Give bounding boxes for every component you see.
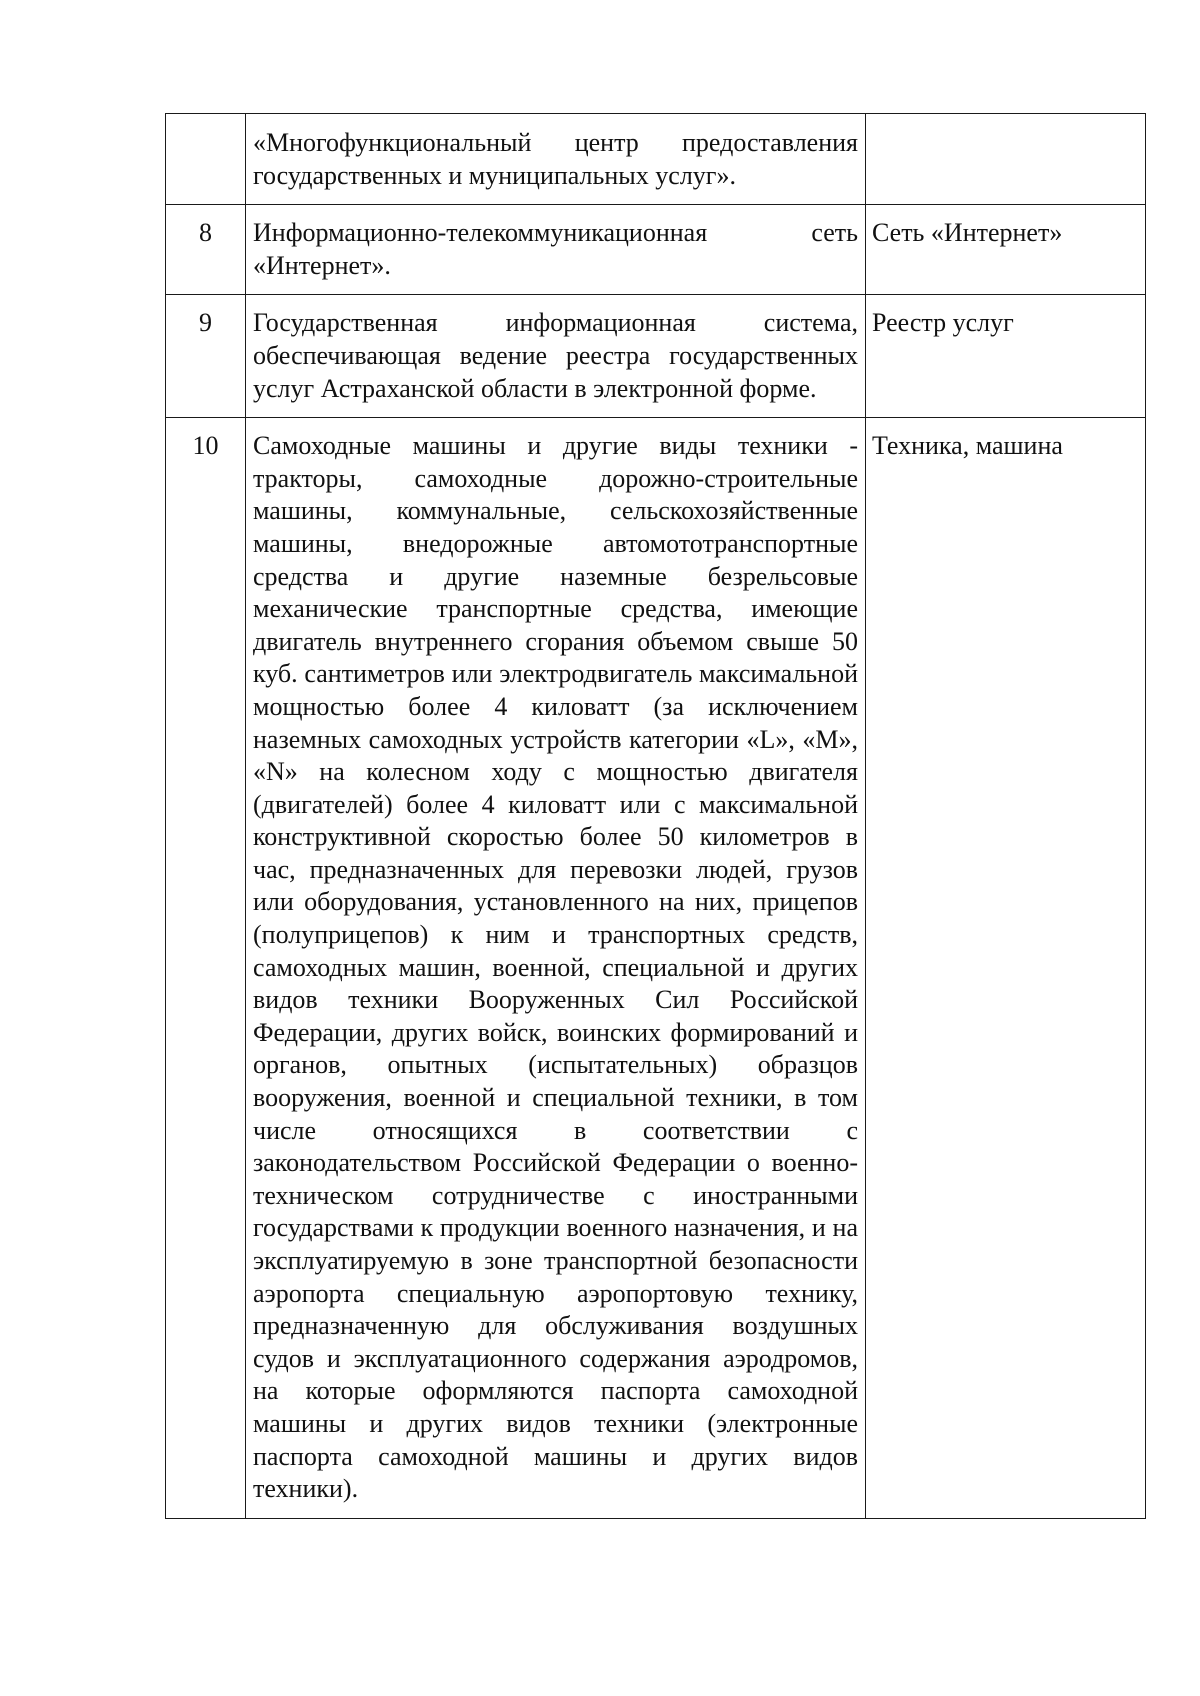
definition-cell — [246, 114, 866, 205]
definition-cell — [246, 418, 866, 1519]
definitions-table — [165, 113, 1146, 1519]
term-text: Техника, машина — [872, 431, 1063, 461]
term-cell — [866, 418, 1146, 1519]
definition-text: Государственная информационная система, обеспечивающая ведение реестра государственных услуг Астраханской области в электронной форме. — [253, 308, 858, 403]
row-number-cell: 9 — [166, 295, 246, 418]
table-row — [166, 418, 1146, 1519]
definition-text: «Многофункциональный центр предоставления государственных и муниципальных услуг». — [253, 128, 858, 190]
definition-cell — [246, 205, 866, 295]
term-text: Сеть «Интернет» — [872, 218, 1063, 248]
definition-cell — [246, 295, 866, 418]
term-cell — [866, 205, 1146, 295]
term-cell — [866, 114, 1146, 205]
row-number-cell: 8 — [166, 205, 246, 295]
term-text: Реестр услуг — [872, 308, 1014, 338]
definition-text: Информационно-телекоммуникационная сеть «Интернет». — [253, 218, 858, 280]
definition-text: Самоходные машины и другие виды техники - тракторы, самоходные дорожно-строительные машины, коммунальные, сельскохозяйственные машины, внедорожные автомототранспортные средства и другие наземные безрельсовые механические транспортные средства, имеющие двигатель внутреннего сгорания объемом свыше 50 куб. сантиметров или электродвигатель максимальной мощностью более 4 киловатт (за исключением наземных самоходных устройств категории «L», «M», «N» на колесном ходу с мощностью двигателя (двигателей) более 4 киловатт или с максимальной конструктивной скоростью более 50 километров в час, предназначенных для перевозки людей, грузов или оборудования, установленного на них, прицепов (полуприцепов) к ним и транспортных средств, самоходных машин, военной, специальной и других видов техники Вооруженных Сил Российской Федерации, других войск, воинских формирований и органов, опытных (испытательных) образцов вооружения, военной и специальной техники, в том числе относящихся в соответствии с законодательством Российской Федерации о военно-техническом сотрудничестве с иностранными государствами к продукции военного назначения, и на эксплуатируемую в зоне транспортной безопасности аэропорта специальную аэропортовую технику, предназначенную для обслуживания воздушных судов и эксплуатационного содержания аэродромов, на которые оформляются паспорта самоходной машины и других видов техники (электронные паспорта самоходной машины и других видов техники). — [253, 431, 858, 1504]
table-row — [166, 295, 1146, 418]
table-row — [166, 205, 1146, 295]
row-number-cell: 10 — [166, 418, 246, 1519]
row-number-cell — [166, 114, 246, 205]
term-cell — [866, 295, 1146, 418]
table-row — [166, 114, 1146, 205]
